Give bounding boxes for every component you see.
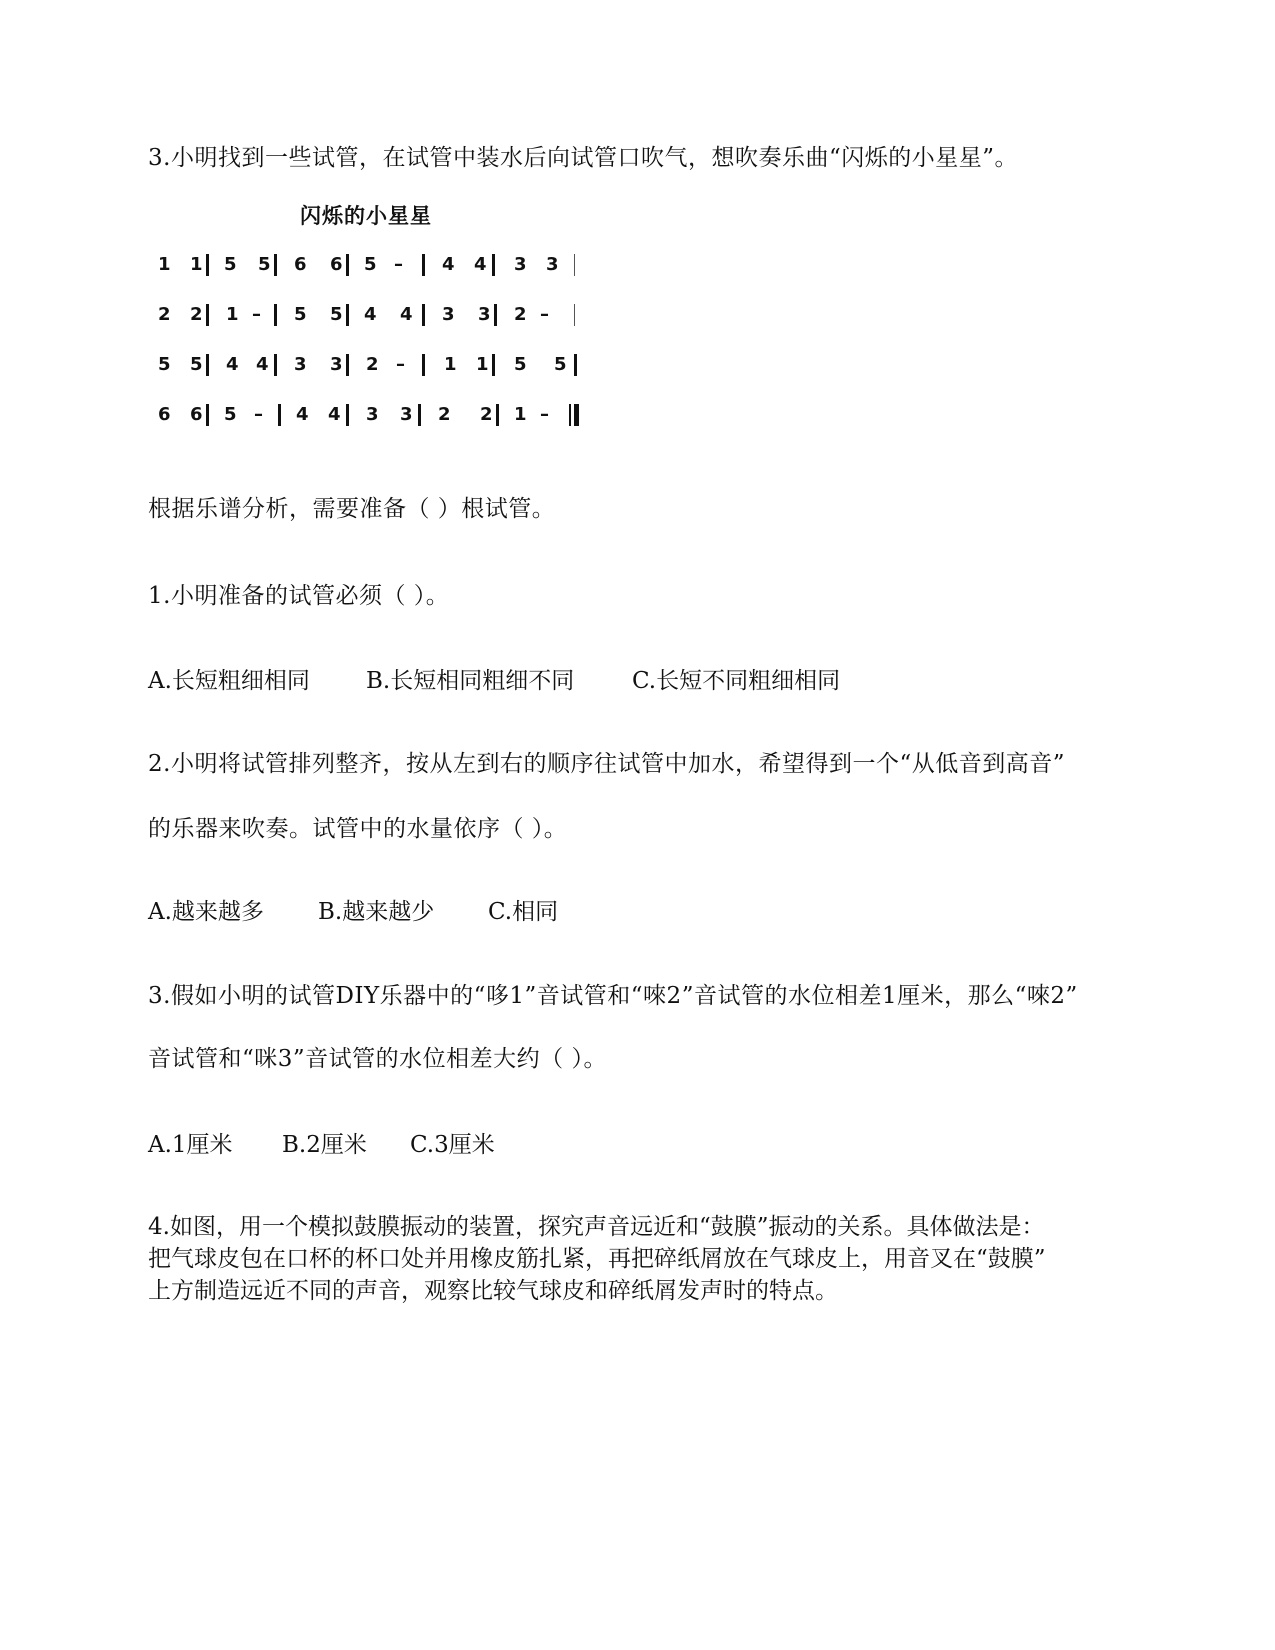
- note: 5: [190, 354, 203, 375]
- note: 1: [226, 304, 239, 325]
- sub-question-3-line-2: 音试管和“咪3”音试管的水位相差大约（ ）。: [148, 1046, 607, 1072]
- note: 1: [476, 354, 489, 375]
- note: 5: [554, 354, 567, 375]
- note: 4: [296, 404, 309, 425]
- music-score-image: [150, 200, 620, 450]
- option-b: B.越来越少: [318, 899, 435, 925]
- bar-line: [278, 404, 281, 426]
- option-c: C.相同: [488, 899, 559, 925]
- note: 5: [330, 304, 343, 325]
- note: 2: [190, 304, 203, 325]
- note: –: [254, 404, 263, 425]
- note: 4: [256, 354, 269, 375]
- option-a: A.越来越多: [148, 899, 264, 925]
- note: 6: [294, 254, 307, 275]
- question-4-line-1: 4.如图，用一个模拟鼓膜振动的装置，探究声音远近和“鼓膜”振动的关系。具体做法是：: [148, 1214, 1045, 1240]
- bar-line: [494, 304, 497, 326]
- option-c: C.长短不同粗细相同: [632, 668, 841, 694]
- note: 4: [328, 404, 341, 425]
- score-title: 闪烁的小星星: [300, 204, 432, 228]
- note: 4: [400, 304, 413, 325]
- bar-line: [274, 304, 277, 326]
- bar-line: [346, 404, 349, 426]
- note: 5: [294, 304, 307, 325]
- bar-line: [206, 254, 209, 276]
- sub-question-3-line-1: 3.假如小明的试管DIY乐器中的“哆1”音试管和“唻2”音试管的水位相差1厘米，那么“唻2”: [148, 983, 1078, 1009]
- bar-line: [346, 254, 349, 276]
- note: 2: [438, 404, 451, 425]
- bar-line: [574, 254, 575, 276]
- bar-line: [492, 354, 495, 376]
- note: 3: [478, 304, 491, 325]
- sub-question-2-line-1: 2.小明将试管排列整齐，按从左到右的顺序往试管中加水，希望得到一个“从低音到高音”: [148, 751, 1065, 777]
- score-row-2: [150, 300, 620, 330]
- note: 2: [514, 304, 527, 325]
- option-b: B.长短相同粗细不同: [366, 668, 575, 694]
- question-3-intro: 3.小明找到一些试管，在试管中装水后向试管口吹气，想吹奏乐曲“闪烁的小星星”。: [148, 145, 1018, 171]
- note: 4: [442, 254, 455, 275]
- bar-line: [492, 254, 495, 276]
- note: 6: [158, 404, 171, 425]
- note: 2: [158, 304, 171, 325]
- sub-question-1: 1.小明准备的试管必须（ ）。: [148, 583, 450, 609]
- note: 4: [226, 354, 239, 375]
- analysis-question: 根据乐谱分析，需要准备（ ）根试管。: [148, 496, 556, 522]
- note: 5: [158, 354, 171, 375]
- option-c: C.3厘米: [410, 1132, 495, 1158]
- note: 1: [444, 354, 457, 375]
- note: 3: [366, 404, 379, 425]
- note: 5: [224, 404, 237, 425]
- question-4-line-2: 把气球皮包在口杯的杯口处并用橡皮筋扎紧，再把碎纸屑放在气球皮上，用音叉在“鼓膜”: [148, 1246, 1046, 1272]
- bar-line: [422, 354, 425, 376]
- note: 2: [480, 404, 493, 425]
- bar-line: [418, 404, 421, 426]
- note: –: [540, 304, 549, 325]
- note: 6: [190, 404, 203, 425]
- note: 1: [158, 254, 171, 275]
- bar-line: [206, 404, 209, 426]
- bar-line: [274, 254, 277, 276]
- option-a: A.长短粗细相同: [148, 668, 310, 694]
- note: 4: [474, 254, 487, 275]
- note: 6: [330, 254, 343, 275]
- note: 5: [364, 254, 377, 275]
- note: 5: [258, 254, 271, 275]
- bar-line: [206, 304, 209, 326]
- note: 5: [224, 254, 237, 275]
- note: –: [252, 304, 261, 325]
- sub-question-2-line-2: 的乐器来吹奏。试管中的水量依序（ ）。: [148, 816, 568, 842]
- question-4: [148, 1211, 1148, 1307]
- note: 3: [442, 304, 455, 325]
- note: 1: [190, 254, 203, 275]
- question-4-line-3: 上方制造远近不同的声音，观察比较气球皮和碎纸屑发声时的特点。: [148, 1278, 838, 1304]
- bar-line: [206, 354, 209, 376]
- option-b: B.2厘米: [282, 1132, 367, 1158]
- note: 3: [514, 254, 527, 275]
- note: 5: [514, 354, 527, 375]
- note: –: [394, 254, 403, 275]
- bar-line: [274, 354, 277, 376]
- score-row-1: [150, 250, 620, 280]
- bar-line: [574, 304, 575, 326]
- note: 2: [366, 354, 379, 375]
- score-row-4: [150, 400, 620, 430]
- bar-line: [496, 404, 499, 426]
- note: 4: [364, 304, 377, 325]
- note: 3: [400, 404, 413, 425]
- note: 3: [546, 254, 559, 275]
- note: –: [396, 354, 405, 375]
- bar-line: [422, 304, 425, 326]
- note: 3: [294, 354, 307, 375]
- bar-line: [574, 354, 577, 376]
- note: 3: [330, 354, 343, 375]
- bar-line: [422, 254, 425, 276]
- note: –: [540, 404, 549, 425]
- final-bar-line: [574, 404, 579, 426]
- bar-line: [346, 304, 349, 326]
- bar-line: [346, 354, 349, 376]
- note: 1: [514, 404, 527, 425]
- score-row-3: [150, 350, 620, 380]
- option-a: A.1厘米: [148, 1132, 233, 1158]
